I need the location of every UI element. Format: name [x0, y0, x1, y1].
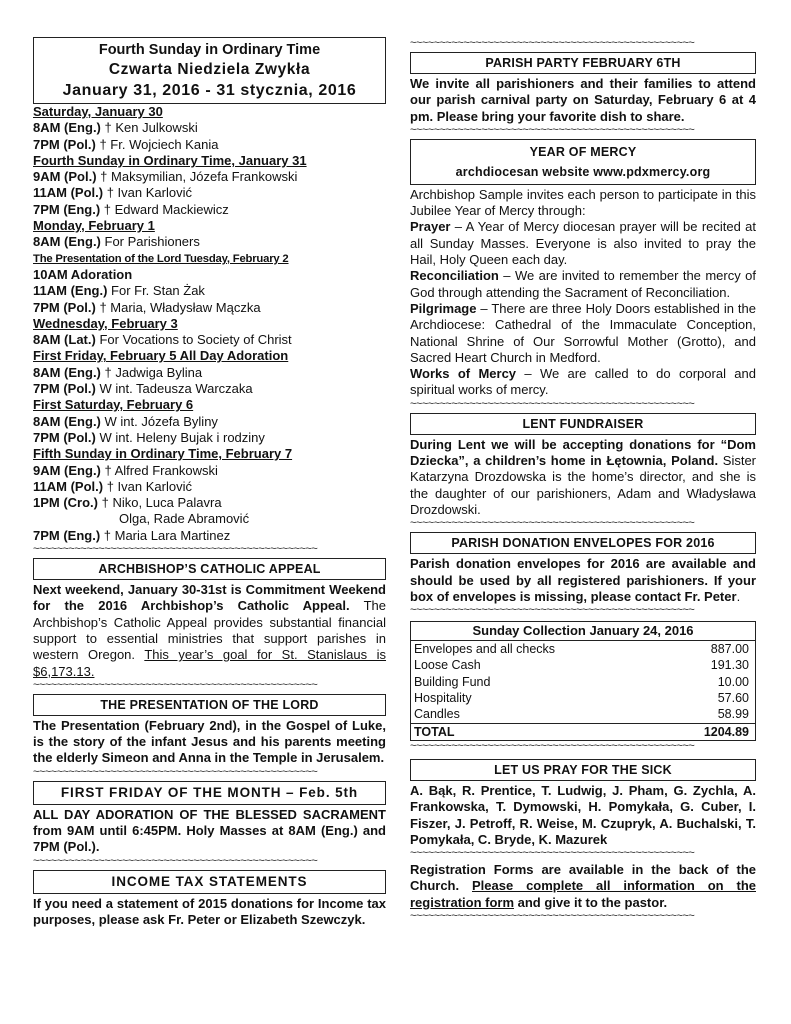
collection-amount: 10.00: [717, 674, 749, 689]
lent-body: Sister Katarzyna Drozdowska is the home’s director, and she is the daughter of our parishioners, Adam and Władysława Drozdowski.: [410, 453, 757, 517]
mercy-prayer: [410, 219, 756, 268]
collection-label: Hospitality: [414, 691, 472, 706]
appeal-text: [33, 582, 386, 680]
collection-table: [411, 641, 755, 740]
schedule-entry: [33, 365, 386, 381]
presentation-text: The Presentation (February 2nd), in the Gospel of Luke, is the story of the infant Jesus and his parents meeting the elderly Simeon and Anna in the Temple in Jerusalem.: [33, 717, 386, 766]
schedule-day-heading: Fourth Sunday in Ordinary Time, January 31: [33, 152, 307, 168]
mass-intention: † Alfred Frankowski: [100, 462, 218, 478]
mercy-reconciliation-label: Reconciliation: [410, 268, 499, 284]
divider: ~~~~~~~~~~~~~~~~~~~~~~~~~~~~~~~~~~~~~~~~~~~~~~~~: [410, 38, 695, 48]
collection-total-label: TOTAL: [411, 723, 664, 740]
mass-intention: † Edward Mackiewicz: [100, 201, 229, 217]
registration-underline: Please complete all information on the registration form: [410, 878, 756, 910]
mass-time: 11AM (Pol.): [33, 478, 104, 494]
collection-label: Building Fund: [414, 674, 491, 689]
collection-box: [410, 621, 756, 741]
mass-intention: For Fr. Stan Żak: [107, 283, 205, 299]
title-date: January 31, 2016 - 31 stycznia, 2016: [62, 82, 357, 99]
schedule-entry: [33, 381, 386, 397]
schedule-entry: [33, 332, 386, 348]
mass-intention: † Ivan Karlović: [103, 185, 192, 201]
mass-intention: † Ken Julkowski: [100, 120, 198, 136]
schedule-entry: [33, 414, 386, 430]
mass-time: 1PM (Cro.): [33, 495, 98, 511]
mass-time: 7PM (Pol.): [33, 429, 96, 445]
mercy-pilgrimage-text: – There are three Holy Doors established in the Archdiocese: Cathedral of the Immaculate Conception, National Shrine of Our Sorrowful Mother (Grotto), and Sacred Heart Church in Medford.: [410, 300, 756, 365]
mass-time: 9AM (Eng.): [33, 462, 101, 478]
title-english: Fourth Sunday in Ordinary Time: [98, 42, 321, 58]
mercy-heading: YEAR OF MERCY: [529, 144, 637, 159]
income-tax-text: If you need a statement of 2015 donations for Income tax purposes, please ask Fr. Peter or Elizabeth Szewczyk.: [33, 895, 386, 927]
mass-time: 8AM (Lat.): [33, 332, 96, 348]
mass-intention: W int. Józefa Byliny: [100, 413, 218, 429]
divider: ~~~~~~~~~~~~~~~~~~~~~~~~~~~~~~~~~~~~~~~~~~~~~~~~: [410, 518, 695, 529]
mass-intention: † Maria, Władysław Mączka: [95, 299, 261, 315]
mercy-prayer-text: – A Year of Mercy diocesan prayer will be recited at all Sunday Masses. Everyone is also invited to pray the Hail, Holy Queen each day.: [410, 219, 756, 268]
divider: ~~~~~~~~~~~~~~~~~~~~~~~~~~~~~~~~~~~~~~~~~~~~~~~~: [33, 679, 318, 690]
divider: ~~~~~~~~~~~~~~~~~~~~~~~~~~~~~~~~~~~~~~~~~~~~~~~~: [410, 910, 695, 921]
appeal-bold: Next weekend, January 30-31st is Commitment Weekend for the 2016 Archbishop’s Catholic Appeal.: [33, 582, 386, 614]
schedule-entry: [33, 300, 386, 316]
collection-amount: 887.00: [710, 642, 749, 657]
mercy-works-label: Works of Mercy: [410, 366, 517, 382]
schedule-day-heading: Wednesday, February 3: [33, 315, 178, 331]
envelopes-heading: PARISH DONATION ENVELOPES FOR 2016: [410, 532, 756, 554]
mercy-intro: Archbishop Sample invites each person to participate in this Jubilee Year of Mercy through:: [410, 186, 756, 219]
envelopes-text: [410, 556, 756, 605]
title-box: [33, 37, 386, 104]
collection-amount: 191.30: [710, 658, 749, 673]
mass-time: 7PM (Pol.): [33, 381, 96, 397]
schedule-entry: [33, 430, 386, 446]
mass-time: 9AM (Pol.): [33, 169, 97, 185]
appeal-heading: ARCHBISHOP’S CATHOLIC APPEAL: [33, 558, 386, 580]
collection-row: [411, 674, 755, 690]
divider: ~~~~~~~~~~~~~~~~~~~~~~~~~~~~~~~~~~~~~~~~~~~~~~~~: [410, 848, 695, 859]
right-column: [410, 0, 756, 921]
mass-intention: † Ivan Karlović: [103, 478, 192, 494]
collection-amount: 57.60: [717, 691, 749, 706]
schedule-entry: [33, 495, 386, 511]
schedule-entry: [33, 185, 386, 201]
mass-intention: For Vocations to Society of Christ: [95, 332, 292, 348]
mass-schedule: [33, 104, 386, 544]
schedule-entry: [33, 202, 386, 218]
registration-text: [410, 862, 756, 911]
schedule-day-heading: First Saturday, February 6: [33, 397, 194, 413]
presentation-heading: THE PRESENTATION OF THE LORD: [33, 694, 386, 716]
divider: ~~~~~~~~~~~~~~~~~~~~~~~~~~~~~~~~~~~~~~~~~~~~~~~~: [410, 605, 695, 616]
mass-intention: † Maksymilian, Józefa Frankowski: [96, 169, 298, 185]
lent-bold: During Lent we will be accepting donations for “Dom Dziecka”, a children’s home in Łętownia, Poland.: [410, 436, 756, 469]
collection-total-row: [411, 723, 755, 740]
left-column: [33, 0, 386, 928]
mass-time: 8AM (Eng.): [33, 413, 101, 429]
schedule-entry: [33, 137, 386, 153]
sick-heading: LET US PRAY FOR THE SICK: [410, 759, 756, 781]
collection-label: Loose Cash: [414, 658, 481, 673]
divider: ~~~~~~~~~~~~~~~~~~~~~~~~~~~~~~~~~~~~~~~~~~~~~~~~: [410, 398, 695, 409]
mercy-reconciliation-text: – We are invited to remember the mercy of God through attending the Sacrament of Reconciliation.: [410, 268, 756, 300]
collection-amount: 58.99: [717, 707, 749, 722]
schedule-entry: [33, 120, 386, 136]
lent-heading: LENT FUNDRAISER: [410, 413, 756, 435]
adoration-entry: 10AM Adoration: [33, 266, 133, 282]
divider: ~~~~~~~~~~~~~~~~~~~~~~~~~~~~~~~~~~~~~~~~~~~~~~~~: [33, 766, 318, 777]
schedule-entry: [33, 169, 386, 185]
divider: ~~~~~~~~~~~~~~~~~~~~~~~~~~~~~~~~~~~~~~~~~~~~~~~~: [33, 855, 318, 866]
schedule-entry: [33, 528, 386, 544]
title-polish: Czwarta Niedziela Zwykła: [108, 61, 311, 78]
appeal-goal: This year’s goal for St. Stanislaus is $6,173.13.: [33, 647, 387, 679]
collection-row: [411, 641, 755, 657]
schedule-entry: [33, 234, 386, 250]
mass-time: 11AM (Pol.): [33, 185, 104, 201]
schedule-day-heading: Fifth Sunday in Ordinary Time, February 7: [33, 446, 293, 462]
mass-intention: W int. Heleny Bujak i rodziny: [95, 429, 265, 445]
mass-time: 8AM (Eng.): [33, 120, 101, 136]
schedule-entry: [33, 479, 386, 495]
mass-time: 7PM (Eng.): [33, 527, 101, 543]
mass-time: 8AM (Eng.): [33, 364, 101, 380]
collection-row: [411, 657, 755, 673]
schedule-entry: [33, 283, 386, 299]
mass-intention: † Maria Lara Martinez: [100, 527, 231, 543]
mercy-pilgrimage-label: Pilgrimage: [410, 300, 477, 316]
divider: ~~~~~~~~~~~~~~~~~~~~~~~~~~~~~~~~~~~~~~~~~~~~~~~~: [410, 740, 695, 751]
party-text: We invite all parishioners and their families to attend our parish carnival party on Saturday, February 6 at 4 pm. Please bring your favorite dish to share.: [410, 76, 756, 124]
mercy-reconciliation: [410, 268, 756, 301]
schedule-day-heading: First Friday, February 5 All Day Adoration: [33, 348, 289, 364]
sick-list: A. Bąk, R. Prentice, T. Ludwig, J. Pham, G. Zychla, A. Frankowska, T. Dymowski, H. Pomykała, G. Cuber, I. Fiszer, J. Petroff, R. Weise, M. Czupryk, A. Buchalski, T. Pomykała, C. Bryde, K. Mazurek: [410, 782, 756, 847]
collection-heading: Sunday Collection January 24, 2016: [411, 622, 755, 641]
mass-time: 7PM (Eng.): [33, 201, 101, 217]
lent-text: [410, 437, 756, 518]
registration-body: Registration Forms are available in the back of the Church.: [410, 862, 756, 894]
mass-intention: For Parishioners: [100, 234, 200, 250]
collection-label: Candles: [414, 707, 460, 722]
mass-intention: † Jadwiga Bylina: [100, 364, 203, 380]
mass-intention: W int. Tadeusza Warczaka: [95, 381, 253, 397]
schedule-day-heading: The Presentation of the Lord Tuesday, February 2: [33, 252, 289, 265]
registration-end: and give it to the pastor.: [514, 894, 668, 910]
schedule-day-heading: Monday, February 1: [33, 218, 155, 234]
divider: ~~~~~~~~~~~~~~~~~~~~~~~~~~~~~~~~~~~~~~~~~~~~~~~~: [410, 124, 695, 135]
mercy-works: [410, 366, 756, 399]
divider: ~~~~~~~~~~~~~~~~~~~~~~~~~~~~~~~~~~~~~~~~~~~~~~~~: [33, 544, 318, 555]
mass-time: 7PM (Pol.): [33, 136, 96, 152]
collection-row: [411, 706, 755, 723]
mass-time: 8AM (Eng.): [33, 234, 101, 250]
mercy-pilgrimage: [410, 301, 756, 366]
collection-total-amount: 1204.89: [664, 723, 755, 740]
mercy-prayer-label: Prayer: [410, 219, 451, 235]
appeal-body: The Archbishop’s Catholic Appeal provides substantial financial support to essential ministries that support parishes in western Oregon.: [33, 598, 386, 663]
collection-row: [411, 690, 755, 706]
mass-intention-continued: Olga, Rade Abramović: [119, 511, 250, 527]
schedule-day-heading: Saturday, January 30: [33, 104, 163, 119]
mass-time: 7PM (Pol.): [33, 299, 96, 315]
party-heading: PARISH PARTY FEBRUARY 6TH: [410, 52, 756, 74]
envelopes-end: .: [736, 588, 741, 604]
mass-intention: † Fr. Wojciech Kania: [95, 136, 219, 152]
mercy-website: archdiocesan website www.pdxmercy.org: [455, 164, 711, 179]
first-friday-heading: FIRST FRIDAY OF THE MONTH – Feb. 5th: [33, 781, 386, 805]
schedule-entry: [33, 463, 386, 479]
collection-label: Envelopes and all checks: [414, 642, 556, 657]
first-friday-text: ALL DAY ADORATION OF THE BLESSED SACRAMENT from 9AM until 6:45PM. Holy Masses at 8AM (Eng.) and 7PM (Pol.).: [33, 806, 386, 855]
income-tax-heading: INCOME TAX STATEMENTS: [33, 870, 386, 894]
mass-intention: † Niko, Luca Palavra: [98, 495, 222, 511]
mercy-heading-box: [410, 139, 756, 185]
envelopes-body: Parish donation envelopes for 2016 are available and should be used by all registered parishioners. If your box of envelopes is missing, please contact Fr. Peter: [410, 556, 756, 604]
mercy-works-text: – We are called to do corporal and spiritual works of mercy.: [410, 366, 756, 398]
mass-time: 11AM (Eng.): [33, 283, 108, 299]
